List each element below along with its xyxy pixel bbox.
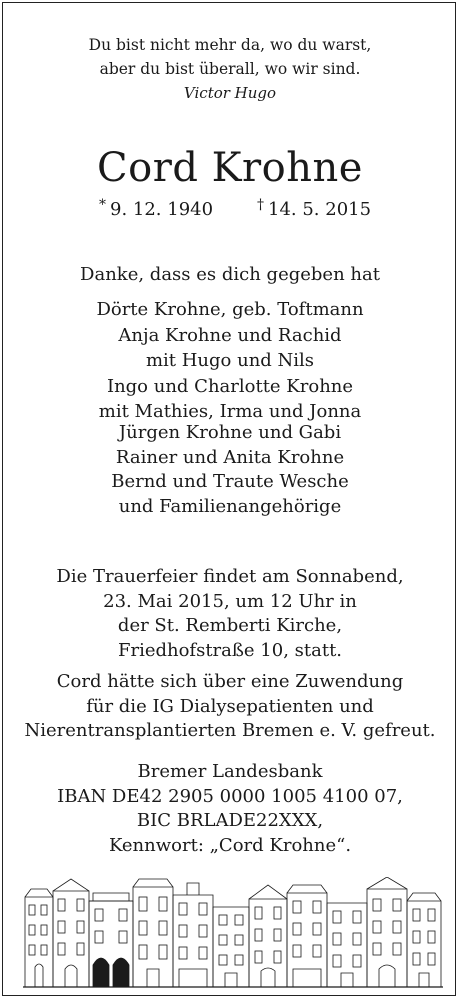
- service-line: der St. Remberti Kirche,: [117, 615, 343, 636]
- family-line: mit Mathies, Irma und Jonna: [98, 401, 362, 422]
- deceased-name: Cord Krohne: [97, 145, 363, 191]
- thanks-line: Danke, dass es dich gegeben hat: [80, 264, 380, 285]
- birth-symbol: *: [99, 197, 106, 213]
- bank-line: Bremer Landesbank: [137, 761, 323, 782]
- family-line: Rainer und Anita Krohne: [115, 446, 345, 468]
- quote: [3, 33, 457, 105]
- death-symbol: †: [257, 197, 264, 213]
- family-line: Jürgen Krohne und Gabi: [118, 422, 342, 443]
- family-group-2: [3, 421, 457, 519]
- family-line: Bernd und Traute Wesche: [111, 471, 349, 492]
- family-line: und Familienangehörige: [118, 495, 342, 517]
- family-line: Dörte Krohne, geb. Toftmann: [96, 299, 364, 320]
- birth-date-group: [99, 199, 213, 220]
- obituary-notice: [2, 2, 456, 996]
- bank-line: IBAN DE42 2905 0000 1005 4100 07,: [57, 785, 403, 807]
- service-line: Friedhofstraße 10, statt.: [117, 639, 343, 661]
- quote-line-1: Du bist nicht mehr da, wo du warst,: [88, 36, 372, 54]
- bank-line: BIC BRLADE22XXX,: [136, 810, 324, 831]
- family-line: Anja Krohne und Rachid: [118, 324, 342, 346]
- family-group-1: [3, 297, 457, 425]
- death-date-group: [257, 199, 371, 220]
- donation-info: [3, 670, 457, 744]
- donation-line: Cord hätte sich über eine Zuwendung: [56, 671, 404, 692]
- donation-line: für die IG Dialysepatienten und: [86, 695, 374, 717]
- family-line: Ingo und Charlotte Krohne: [106, 375, 354, 397]
- service-line: Die Trauerfeier findet am Sonnabend,: [56, 566, 404, 587]
- service-info: [3, 565, 457, 663]
- family-line: mit Hugo und Nils: [145, 350, 315, 371]
- service-line: 23. Mai 2015, um 12 Uhr in: [103, 590, 357, 612]
- donation-line: Nierentransplantierten Bremen e. V. gefreut.: [24, 720, 436, 741]
- quote-line-2: aber du bist überall, wo wir sind.: [99, 60, 361, 78]
- bank-line: Kennwort: „Cord Krohne“.: [108, 834, 352, 856]
- bank-info: [3, 760, 457, 858]
- townhouse-skyline-illustration: [23, 877, 443, 989]
- quote-author: Victor Hugo: [183, 84, 277, 102]
- birth-date: 9. 12. 1940: [110, 199, 214, 220]
- death-date: 14. 5. 2015: [268, 199, 372, 220]
